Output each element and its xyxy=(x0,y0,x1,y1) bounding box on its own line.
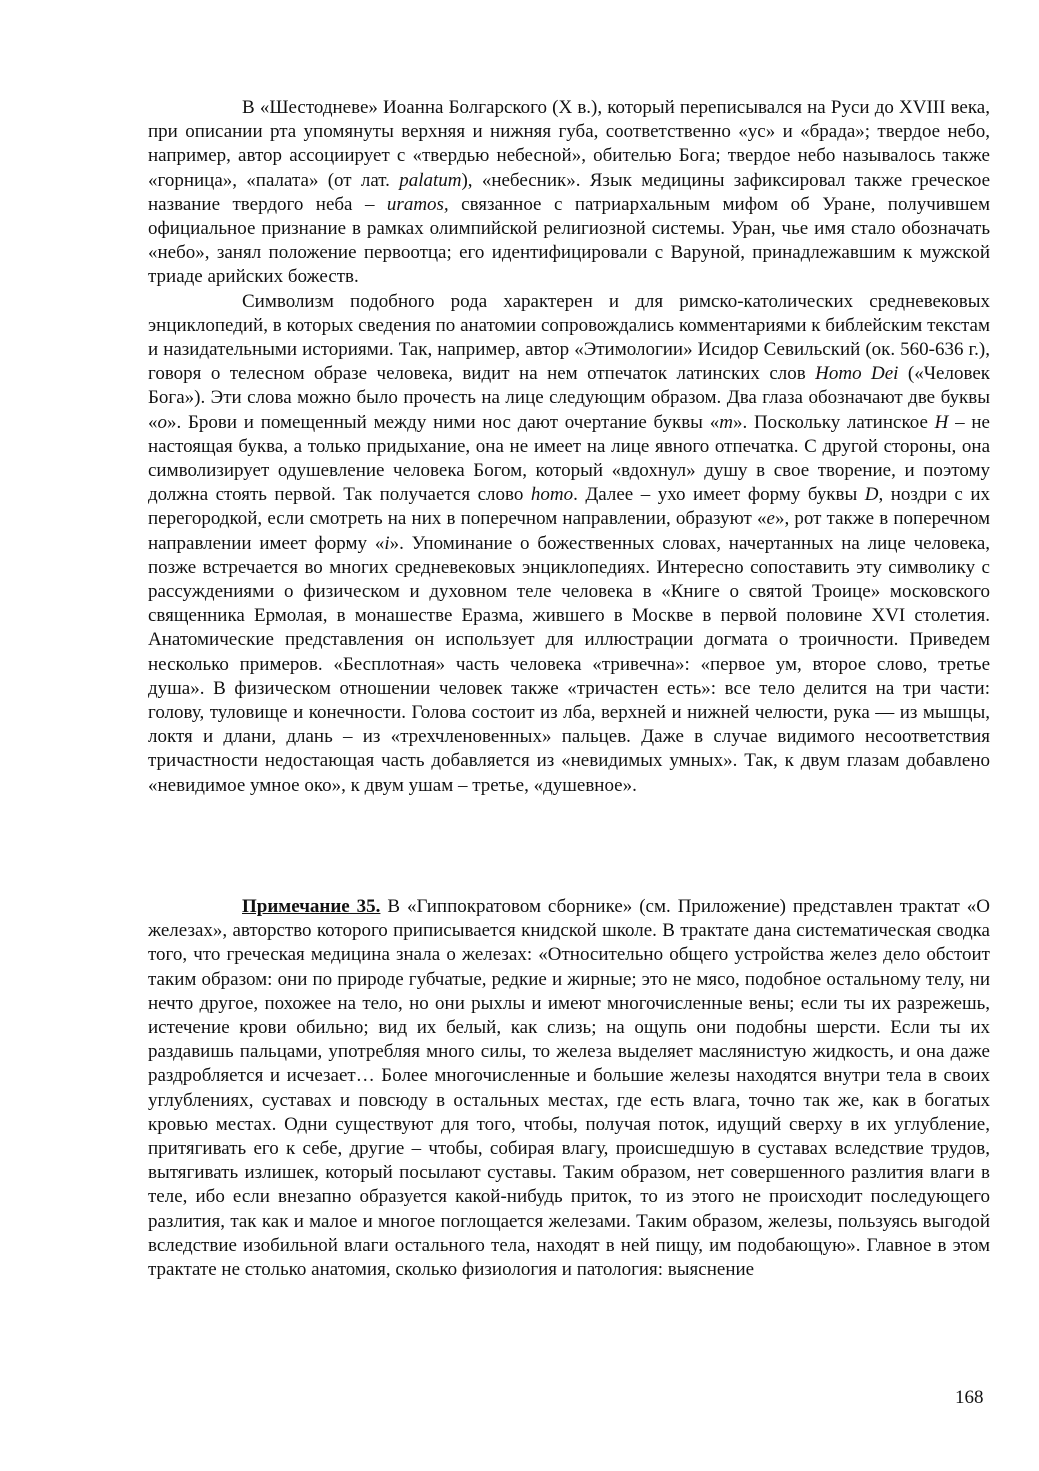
note-paragraph xyxy=(148,895,990,1282)
text-run: . Далее – ухо имеет форму буквы xyxy=(573,484,865,506)
note-text: В «Гиппократовом сборнике» (см. Приложение) представлен трактат «О железах», авторство которого приписывается книдской школе. В трактате дана систематическая сводка того, что греческая медицина знала о железах: «Относительно общего устройства желез дело обстоит таким образом: они по природе губчатые, редкие и жирные; это не мясо, подобное остальному телу, ни нечто другое, похожее на тело, но они рыхлы и имеют многочисленные вены; если ты их разрежешь, истечение крови обильно; вид их белый, как слизь; на ощупь они подобны шерсти. Если ты их раздавишь пальцами, употребляя много силы, то железа выделяет маслянистую жидкость, и она даже раздробляется и исчезает… Более многочисленные и большие железы находятся внутри тела в своих углублениях, суставах и повсюду в остальных местах, где есть влага, точно так же, как в богатых кровью местах. Одни существуют для того, чтобы, получая поток, идущий сверху в их углубление, притягивать его к себе, другие – чтобы, собирая влагу, происшедшую в суставах вследствие трудов, вытягивать излишек, который посылают суставы. Таким образом, нет совершенного разлития влаги в теле, ибо если внезапно образуется какой-нибудь приток, то из этого не происходит последующего разлития, так как и малое и многое поглощается железами. Таким образом, железы, пользуясь выгодой вследствие изобильной влаги остального тела, находят в ней пищу, им подобающую». Главное в этом трактате не столько анатомия, сколько физиология и патология: выяснение xyxy=(148,896,990,1281)
note-section xyxy=(148,895,990,1282)
note-label: Примечание 35. xyxy=(242,896,381,917)
italic-run: m xyxy=(719,411,733,433)
main-text xyxy=(148,96,990,798)
italic-run: uramos, xyxy=(386,193,449,215)
text-run: ». Брови и помещенный между ними нос дают очертание буквы « xyxy=(167,411,720,433)
italic-run: i xyxy=(384,532,390,554)
text-run: В «Шестодневе» Иоанна Болгарского (X в.), который переписывался на Руси до XVIII века, при описании рта упомянуты верхняя и нижняя губа, соответственно «ус» и «брада»; твердое небо, например, автор ассоциирует с «твердью небесной», обителью Бога; твердое небо называлось также «горница», «палата» (от лат. xyxy=(148,97,990,191)
text-run: Символизм подобного рода характерен и для римско-католических средневековых энциклопедий, в которых сведения по анатомии сопровождались комментариями к библейским текстам и назидательными историями. Так, например, автор «Этимологии» Исидор Севильский (ок. 560-636 г.), говоря о телесном образе человека, видит на нем отпечаток латинских слов xyxy=(148,290,990,385)
text-run: связанное с патриархальным мифом об Уране, получившем официальное признание в рамках олимпийской религиозной системы. Уран, чье имя стало обозначать «небо», занял положение первоотца; его идентифицировали с Варуной, принадлежавшим к мужской триаде арийских божеств. xyxy=(148,193,990,288)
paragraph xyxy=(148,96,990,290)
italic-run: palatum xyxy=(399,169,462,191)
text-run: ». Упоминание о божественных словах, начертанных на лице человека, позже встречается во многих средневековых энциклопедиях. Интересно сопоставить эту символику с рассуждениями о физическом и духовном теле человека в «Книге о святой Троице» московского священника Ермолая, в монашестве Еразма, жившего в Москве в первой половине XVI столетия. Анатомические представления он использует для иллюстрации догмата о троичности. Приведем несколько примеров. «Бесплотная» часть человека «тривечна»: «первое ум, второе слово, третье душа». В физическом отношении человек также «тричастен есть»: все тело делится на три части: голову, туловище и конечности. Голова состоит из лба, верхней и нижней челюсти, рука — из мышцы, локтя и длани, длань – из «трехчленовенных» пальцев. Даже в случае видимого несоответствия тричастности недостающая часть добавляется из «невидимых умных». Так, к двум глазам добавлено «невидимое умное око», к двум ушам – третье, «душевное». xyxy=(148,532,991,796)
text-run: », рот также в поперечном направлении имеет форму « xyxy=(148,508,990,554)
italic-run: H xyxy=(934,411,949,433)
italic-run: D xyxy=(864,484,879,506)
text-run: («Человек Бога»). Эти слова можно было прочесть на лице следующим образом. Два глаза обозначают две буквы « xyxy=(148,363,990,433)
italic-run: Homo Dei xyxy=(815,363,899,385)
text-run: – не настоящая буква, а только придыхание, она не имеет на лице явного отпечатка. С другой стороны, она символизирует одушевление человека Богом, который «вдохнул» душу в свое творение, и поэтому должна стоять первой. Так получается слово xyxy=(148,411,990,506)
page-number: 168 xyxy=(955,1387,984,1408)
paragraph xyxy=(148,290,990,798)
text-run: ), «небесник». Язык медицины зафиксировал также греческое название твердого неба – xyxy=(148,169,991,215)
text-run: ». Поскольку латинское xyxy=(732,411,935,433)
italic-run: e xyxy=(766,508,775,530)
text-run: , ноздри с их перегородкой, если смотреть на них в поперечном направлении, образуют « xyxy=(148,484,990,530)
italic-run: homo xyxy=(530,484,574,506)
italic-run: o xyxy=(157,411,167,433)
